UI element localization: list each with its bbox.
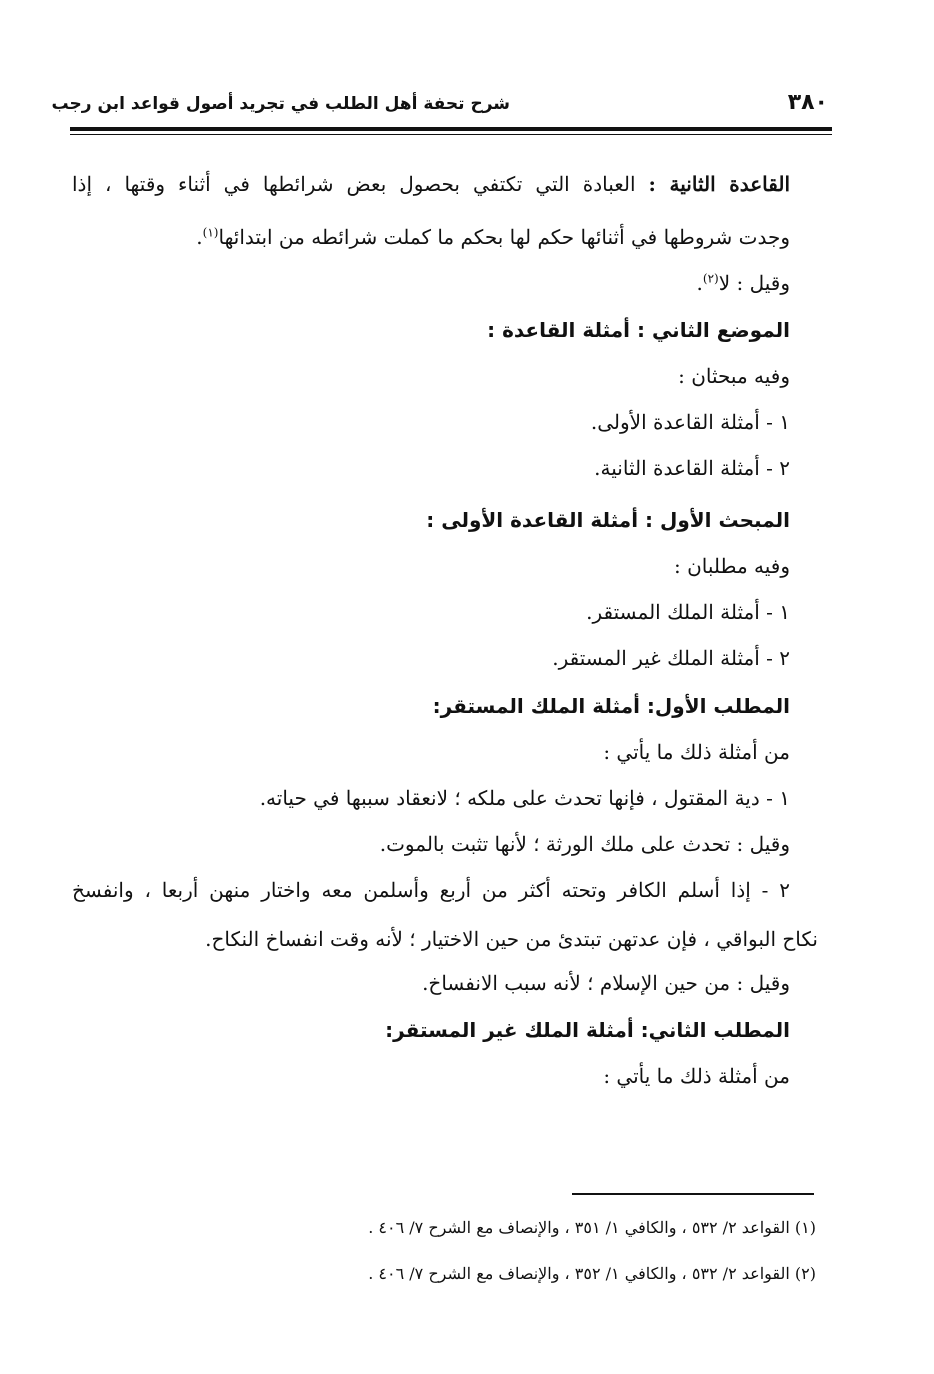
running-header xyxy=(51,86,832,126)
page-number: ٣٨٠ xyxy=(787,90,828,115)
rule2-line-1 xyxy=(72,169,790,199)
footnote-ref-1: (١) xyxy=(202,225,219,240)
two-topics-intro: وفيه مطلبان : xyxy=(674,554,790,578)
footnote-ref-2: (٢) xyxy=(702,271,719,286)
rule2-end: . xyxy=(196,225,203,249)
examples-intro-2: من أمثلة ذلك ما يأتي : xyxy=(603,1064,790,1088)
example-1-qil: وقيل : تحدث على ملك الورثة ؛ لأنها تثبت بالموت. xyxy=(379,832,790,856)
header-rule-thin xyxy=(70,134,832,135)
rule2-label: القاعدة الثانية : xyxy=(648,172,791,196)
rule2-text-1: العبادة التي تكتفي بحصول بعض شرائطها في أثناء وقتها ، إذا xyxy=(72,172,636,196)
example-1: ١ - دية المقتول ، فإنها تحدث على ملكه ؛ لانعقاد سببها في حياته. xyxy=(259,786,790,810)
footnote-2: (٢) القواعد ٢/ ٥٣٢ ، والكافي ١/ ٣٥٢ ، والإنصاف مع الشرح ٧/ ٤٠٦ . xyxy=(368,1264,816,1283)
book-title: شرح تحفة أهل الطلب في تجريد أصول قواعد ابن رجب xyxy=(51,94,510,114)
examples-intro-1: من أمثلة ذلك ما يأتي : xyxy=(603,740,790,764)
topic-item-1: ١ - أمثلة الملك المستقر. xyxy=(586,600,790,624)
qil-no-text: وقيل : لا xyxy=(718,271,790,295)
example-2-line-2: نكاح البواقي ، فإن عدتهن تبتدئ من حين الاختيار ؛ لأنه وقت انفساخ النكاح. xyxy=(205,927,818,951)
example-2-line-1: ٢ - إذا أسلم الكافر وتحته أكثر من أربع وأسلمن معه واختار منهن أربعا ، وانفسخ xyxy=(72,878,790,902)
topic-item-2: ٢ - أمثلة الملك غير المستقر. xyxy=(552,646,790,670)
header-rule-thick xyxy=(70,127,832,131)
heading-first-section: المبحث الأول : أمثلة القاعدة الأولى : xyxy=(426,508,790,532)
two-sections-intro: وفيه مبحثان : xyxy=(678,364,790,388)
rule2-text-2: وجدت شروطها في أثنائها حكم لها بحكم ما كملت شرائطه من ابتدائها xyxy=(218,225,790,249)
section-item-1: ١ - أمثلة القاعدة الأولى. xyxy=(590,410,790,434)
heading-first-topic: المطلب الأول: أمثلة الملك المستقر: xyxy=(432,694,790,718)
footnote-rule xyxy=(572,1193,814,1195)
rule2-line-2 xyxy=(196,222,790,252)
heading-examples: الموضع الثاني : أمثلة القاعدة : xyxy=(487,318,790,342)
footnote-1: (١) القواعد ٢/ ٥٣٢ ، والكافي ١/ ٣٥١ ، والإنصاف مع الشرح ٧/ ٤٠٦ . xyxy=(368,1218,816,1237)
qil-no-line xyxy=(697,268,790,298)
heading-second-topic: المطلب الثاني: أمثلة الملك غير المستقر: xyxy=(385,1018,790,1042)
qil-no-end: . xyxy=(696,271,703,295)
section-item-2: ٢ - أمثلة القاعدة الثانية. xyxy=(594,456,790,480)
example-2-qil: وقيل : من حين الإسلام ؛ لأنه سبب الانفساخ. xyxy=(422,971,790,995)
